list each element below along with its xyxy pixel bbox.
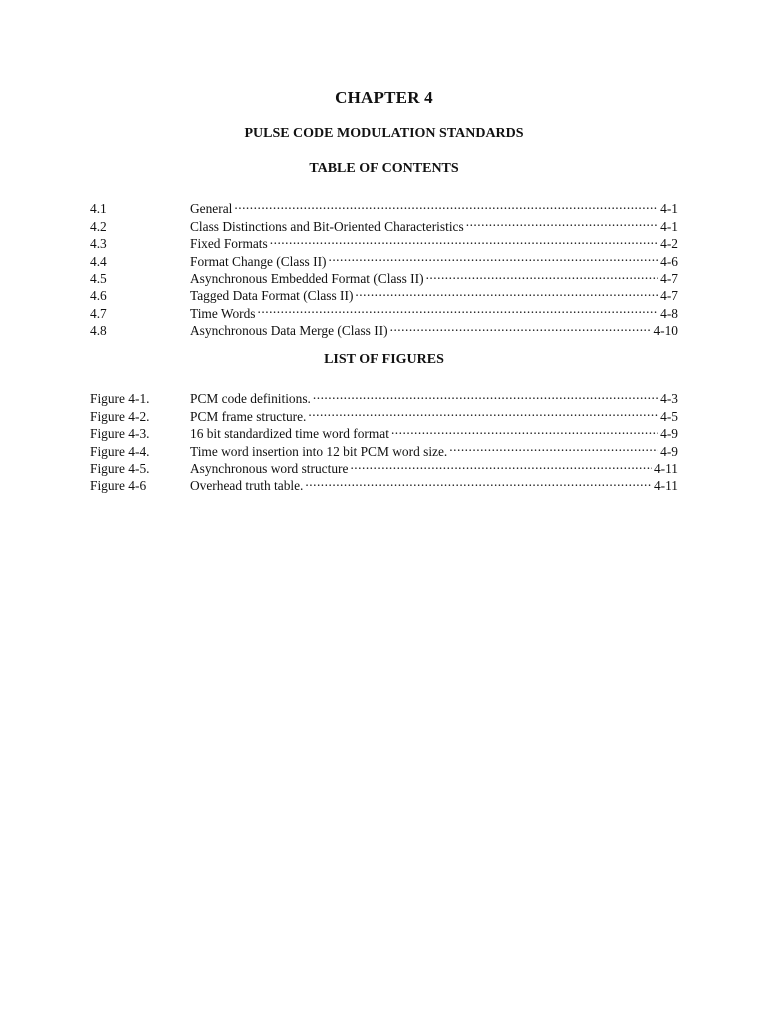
- figure-entry-number: Figure 4-6: [90, 478, 147, 494]
- toc-entry-page: 4-8: [660, 305, 678, 321]
- toc-entry-page: 4-1: [660, 218, 678, 234]
- figure-entry[interactable]: [90, 386, 678, 407]
- dot-leader: [391, 421, 658, 438]
- dot-leader: [328, 248, 658, 265]
- toc-entry-title: Time Words: [190, 305, 256, 321]
- figure-entry-number: Figure 4-3.: [90, 426, 150, 442]
- toc-entry-page: 4-1: [660, 201, 678, 217]
- figure-entry-number: Figure 4-5.: [90, 460, 150, 476]
- figure-entry-title: 16 bit standardized time word format: [190, 426, 389, 442]
- dot-leader: [449, 438, 658, 455]
- dot-leader: [270, 231, 658, 248]
- toc-entry-title: Class Distinctions and Bit-Oriented Characteristics: [190, 218, 464, 234]
- figure-entry-number: Figure 4-1.: [90, 391, 150, 407]
- toc-entry-title: Fixed Formats: [190, 236, 268, 252]
- toc-list: [90, 196, 678, 339]
- toc-entry-number: 4.8: [90, 323, 107, 339]
- toc-entry-number: 4.3: [90, 236, 107, 252]
- toc-entry-number: 4.7: [90, 305, 107, 321]
- lof-heading: LIST OF FIGURES: [324, 352, 444, 367]
- dot-leader: [350, 456, 652, 473]
- toc-heading: TABLE OF CONTENTS: [309, 161, 459, 176]
- dot-leader: [258, 300, 659, 317]
- toc-entry-title: Asynchronous Embedded Format (Class II): [190, 270, 424, 286]
- toc-entry-title: General: [190, 201, 233, 217]
- dot-leader: [390, 318, 652, 335]
- figure-entry-title: Overhead truth table.: [190, 478, 304, 494]
- figure-entry-page: 4-11: [653, 460, 678, 476]
- figure-entry-title: PCM frame structure.: [190, 408, 307, 424]
- toc-entry-number: 4.5: [90, 270, 107, 286]
- toc-entry-page: 4-7: [660, 270, 678, 286]
- dot-leader: [355, 283, 658, 300]
- toc-entry-number: 4.4: [90, 253, 107, 269]
- dot-leader: [466, 213, 658, 230]
- toc-entry-title: Asynchronous Data Merge (Class II): [190, 323, 388, 339]
- figure-entry-page: 4-9: [660, 443, 678, 459]
- figure-entry-number: Figure 4-2.: [90, 408, 150, 424]
- dot-leader: [426, 266, 659, 283]
- figure-entry-page: 4-11: [653, 478, 678, 494]
- toc-entry-title: Tagged Data Format (Class II): [190, 288, 354, 304]
- figure-entry-page: 4-3: [660, 391, 678, 407]
- figure-entry-title: Asynchronous word structure: [190, 460, 349, 476]
- lof-list: [90, 386, 678, 494]
- figure-entry-title: Time word insertion into 12 bit PCM word size.: [190, 443, 448, 459]
- dot-leader: [305, 473, 652, 490]
- figure-entry-number: Figure 4-4.: [90, 443, 150, 459]
- figure-entry-page: 4-5: [660, 408, 678, 424]
- toc-entry[interactable]: [90, 196, 678, 217]
- toc-entry-title: Format Change (Class II): [190, 253, 327, 269]
- toc-entry-page: 4-6: [660, 253, 678, 269]
- toc-entry-number: 4.2: [90, 218, 107, 234]
- figure-entry-page: 4-9: [660, 426, 678, 442]
- toc-entry-number: 4.1: [90, 201, 107, 217]
- dot-leader: [234, 196, 658, 213]
- toc-entry-page: 4-10: [653, 323, 678, 339]
- figure-entry-title: PCM code definitions.: [190, 391, 311, 407]
- subject-title: PULSE CODE MODULATION STANDARDS: [244, 126, 524, 141]
- toc-entry-page: 4-2: [660, 236, 678, 252]
- toc-entry-number: 4.6: [90, 288, 107, 304]
- dot-leader: [308, 403, 658, 420]
- chapter-title: CHAPTER 4: [335, 88, 433, 107]
- dot-leader: [313, 386, 658, 403]
- toc-entry-page: 4-7: [660, 288, 678, 304]
